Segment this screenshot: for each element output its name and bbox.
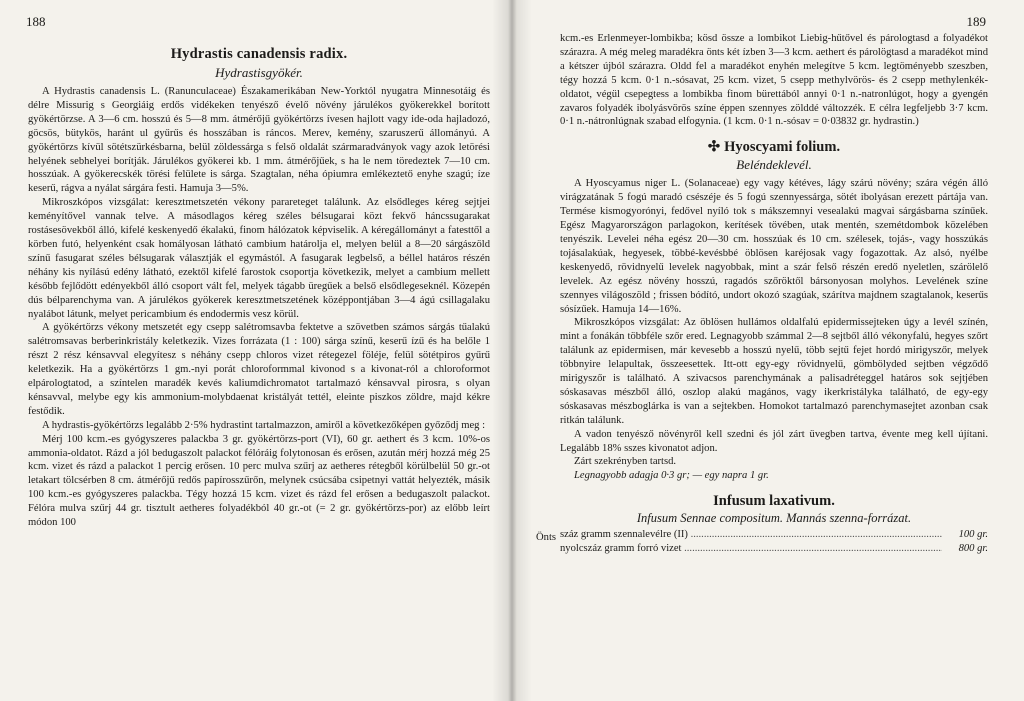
recipe-amount: 100 gr. — [958, 529, 988, 541]
section-title-text: Hyoscyami folium. — [724, 139, 841, 156]
section-title-hydrastis: Hydrastis canadensis radix. — [170, 46, 348, 62]
dose-note: Legnagyobb adagja 0·3 gr; — egy napra 1 gr. — [574, 470, 769, 482]
paragraph: A vadon tenyésző növényről kell szedni és jól zárt üvegben tartva, évente meg kell újítani. Legalább 18% sszes kivonatot adjon. — [560, 428, 988, 454]
paragraph: Mikroszkópos vizsgálat: Az öblösen hullámos oldalfalú epidermissejteken úgy a levél színén, mint a fonákán többféle szőr ered. Legnagyobb számmal 2—8 sejtből álló vékonyfalú, hegyes szőrt találunk az epidermisen, már kevesebb a hosszú nyelű, több sejtű fejet hordó mirigyszőr, melyek többnyire lelapultak, összeesettek. Itt-ott egy-egy rövidnyelű, gömbölyded sejtben végződő mirigyszőr is található. A szivacsos parenchymának a palisadréteggel határos sok sejtjében sóskasavas mészből álló, oszlop alakú magános, vagy ikerkristályka található, de egy-egy sóskasavas mészboglárka is van a sejtekben. Homokot tartalmazó parenchymasejtet azonban csak ritkán találunk. — [560, 317, 988, 426]
paragraph: kcm.-es Erlenmeyer-lombikba; kösd össze a lombikot Liebig-hűtővel és párologtasd a folyadékot szárazra. A még meleg maradékra önts két ízben 3—3 kcm. aethert és párolögtasd a maradékot mind a kétszer újból szárazra. Oldd fel a maradékot enyhén melegítve 5 kcm. legtöményebb szeszben, tégy hozzá 5 kcm. 0·1 n.-sósavat, 25 kcm. vizet, 5 csepp methylvörös- és 2 csepp methylenkék-oldatot, végül csepegtess a lombikba finom bürettából annyi 0·1 n.-natronlúgot, hogy a gyengén zavaros folyadék ibolyásvörös színe éppen szennyes zölddé változzék. E célra legfeljebb 3·7 kcm. 0·1 n.-nátronlúgnak szabad elfogynia. (1 kcm. 0·1 n.-sósav = 0·03832 gr. hydrastin.) — [560, 33, 988, 128]
recipe-instruction-label: Önts — [536, 532, 557, 544]
section-title-infusum: Infusum laxativum. — [713, 493, 835, 510]
paragraph: A Hyoscyamus niger L. (Solanaceae) egy vagy kétéves, lágy szárú növény; szára végén álló virágzatának 5 fogú maradó csészéje és 5 fogú szennyessárga, sötét ibolyásan erezett pártája van. Termése kismogyorónyi, fedővel nyíló tok s mákszemnyi vesealakú magvai sárgásbarna színűek. Egész Magyarországon parlagokon, kerítések tövében, utak mentén, szemétdombok közelében tenyészik. Levelei néha egész 20—30 cm. hosszúak és 10 cm. szélesek, tojás-, vagy hosszúkás tojásalakúak, hegyesek, többé-kevésbbé öblösen karéjosak vagy fogazottak. Az alsó, nyélbe keskenyedő, rövidnyelű levelek nagyobbak, mint a szár felső részén eredő nyeletlen, szárölelő levelek. Az egész növény hosszú, ragadós szőröktől bársonyosan molyhos. Levelének színe szennyes világoszöld ; frissen bódító, undort okozó szagúak, szárítva majdnem szagtalanok, keserűs sósízűek. Hamuja 14—16%. — [560, 178, 988, 315]
page-number-right: 189 — [966, 14, 986, 29]
recipe-row — [560, 542, 988, 556]
recipe-ingredient: száz gramm szennalevélre (II) ..... — [560, 528, 942, 542]
section-subtitle-infusum: Infusum Sennae compositum. Mannás szenna-forrázat. — [636, 511, 912, 526]
left-page — [0, 0, 506, 701]
paragraph: A gyökértörzs vékony metszetét egy csepp salétromsavba fektetve a szövetben számos sárgás tűalakú salétromsavas berberinkristály keletkezik. Vizes forrázata (1 : 100) sárga színű, keserű ízű és ha belőle 1 részt 2 rész kénsavval elegyítesz s néhány csepp chloros vizet rétegezel föléje, felül sötétpiros gyűrű keletkezik. Ha a gyökértörzs 1 gm.-nyi porát chloroformmal kivonod s a kivonat-ról a chloroformot elpárologtatod, a színtelen maradék kevés kaliumdichromatot tartalmazó kénsavval pirosra, s olyan kénsavval, melybe egy kis ammonium-molybdaenat kristályát tettél, eleinte piszkos zöldre, majd kékre festődik. — [28, 322, 490, 417]
section-title-hyoscyami — [560, 139, 988, 156]
paragraph: Mérj 100 kcm.-es gyógyszeres palackba 3 gr. gyökértörzs-port (VI), 60 gr. aethert és 3 kcm. 10%-os ammonia-oldatot. Rázd a jól bedugaszolt palackot félóráig folytonosan és erősen, azután mérj hozzá még 25 kcm. vizet és rázd a palackot 1 percig erősen. 10 perc mulva szűrj az aetheres rétegből körülbelül 50 gr.-ot letakart tölcsérben 8 cm. átmérőjű redős papírosszűrőn, melynek csúcsába csipetnyi vattát helyezték, másik 100 kcm.-es gyógyszeres palackba. Tégy hozzá 15 kcm. vizet és rázd fel erősen a bedugaszolt palackot. Félóra mulva szűrj 44 gr. tisztult aetheres folyadékból 40 gr.-ot (= 2 gr. gyökértörzs-por) az előbb leírt módon 100 — [28, 433, 490, 529]
paragraph: A Hydrastis canadensis L. (Ranunculaceae) Északamerikában New-Yorktól nyugatra Minnesotáig és délre Missurig s Georgiáig erdős vidékeken tenyésző évelő növény járulékos gyökerekkel borított gyökértörzse. A 3—6 cm. hosszú és 5—8 mm. átmérőjű gyökértörzs ívesen hajlott vagy ide-oda hajladozó, göcsös, bütykös, haránt ul gyűrűs és hosszában is ráncos. Merev, kemény, szaruszerű állományú. A gyökértörzs kívül sötétszürkésbarna, belül zöldessárga s felső oldalát szármaradványok vagy azok letörési helyének sebhelyei borítják. Járulékos gyökerei kb. 1 mm. átmérőjűek, s ha le nem töredeztek 7—10 cm. hosszúak. A gyökerecskék törési felülete is sárga. Szagtalan, néha ópiumra emlékeztető enyhe szagú; íze keserű, rágva a nyálat sárgára festi. Hamuja 3—5%. — [28, 86, 490, 195]
paragraph: A hydrastis-gyökértörzs legalább 2·5% hydrastint tartalmazzon, amiről a következőképen győződj meg : — [42, 419, 486, 431]
cross-symbol-icon: ✣ — [707, 139, 721, 156]
continued-text-block — [560, 32, 988, 129]
recipe-amount: 800 gr. — [958, 543, 988, 555]
recipe-row — [560, 528, 988, 542]
section-subtitle-hyoscyami: Beléndeklevél. — [736, 157, 812, 173]
paragraph: Mikroszkópos vizsgálat: keresztmetszetén vékony parareteget találunk. Az elsődleges kéreg sejtjei keményítővel vannak telve. A másodlagos kéreg széles bélsugarai közt fekvő háncssugarakat rostásesövekből álló, kifelé keskenyedő ékalakú, finom hálózatok képviselik. A kéregállományt a fatesttől a körben futó, helyenként csak homályosan látható cambium határolja el, melyen belül a 8—20 sárgászöld színű fasugarat széles bélsugarak választják el egymástól. A fasugarak legbelső, a béllel határos részén néhány kis nyílású edény látható, ezektől kifelé farostok csoportja következik, melyet a cambium mellett később fejlődött edényekből álló csoport vált fel, melyek tágabb üregűek a belső elsődlegeseknél. Közepén dús bélparenchyma van. A járulékos gyökerek keresztmetszetének középpontjában 3—4 ágú csillagalaku nyalábot látunk, melyet pericambium és endodermis vesz körül. — [28, 197, 490, 320]
section-subtitle-hydrastis: Hydrastisgyökér. — [215, 65, 303, 80]
right-page — [506, 0, 1024, 701]
recipe-ingredient: nyolcszáz gramm forró vizet ..... — [560, 542, 942, 556]
storage-note: Zárt szekrényben tartsd. — [574, 456, 677, 468]
page-number-left: 188 — [26, 14, 46, 29]
recipe-block — [536, 528, 988, 556]
